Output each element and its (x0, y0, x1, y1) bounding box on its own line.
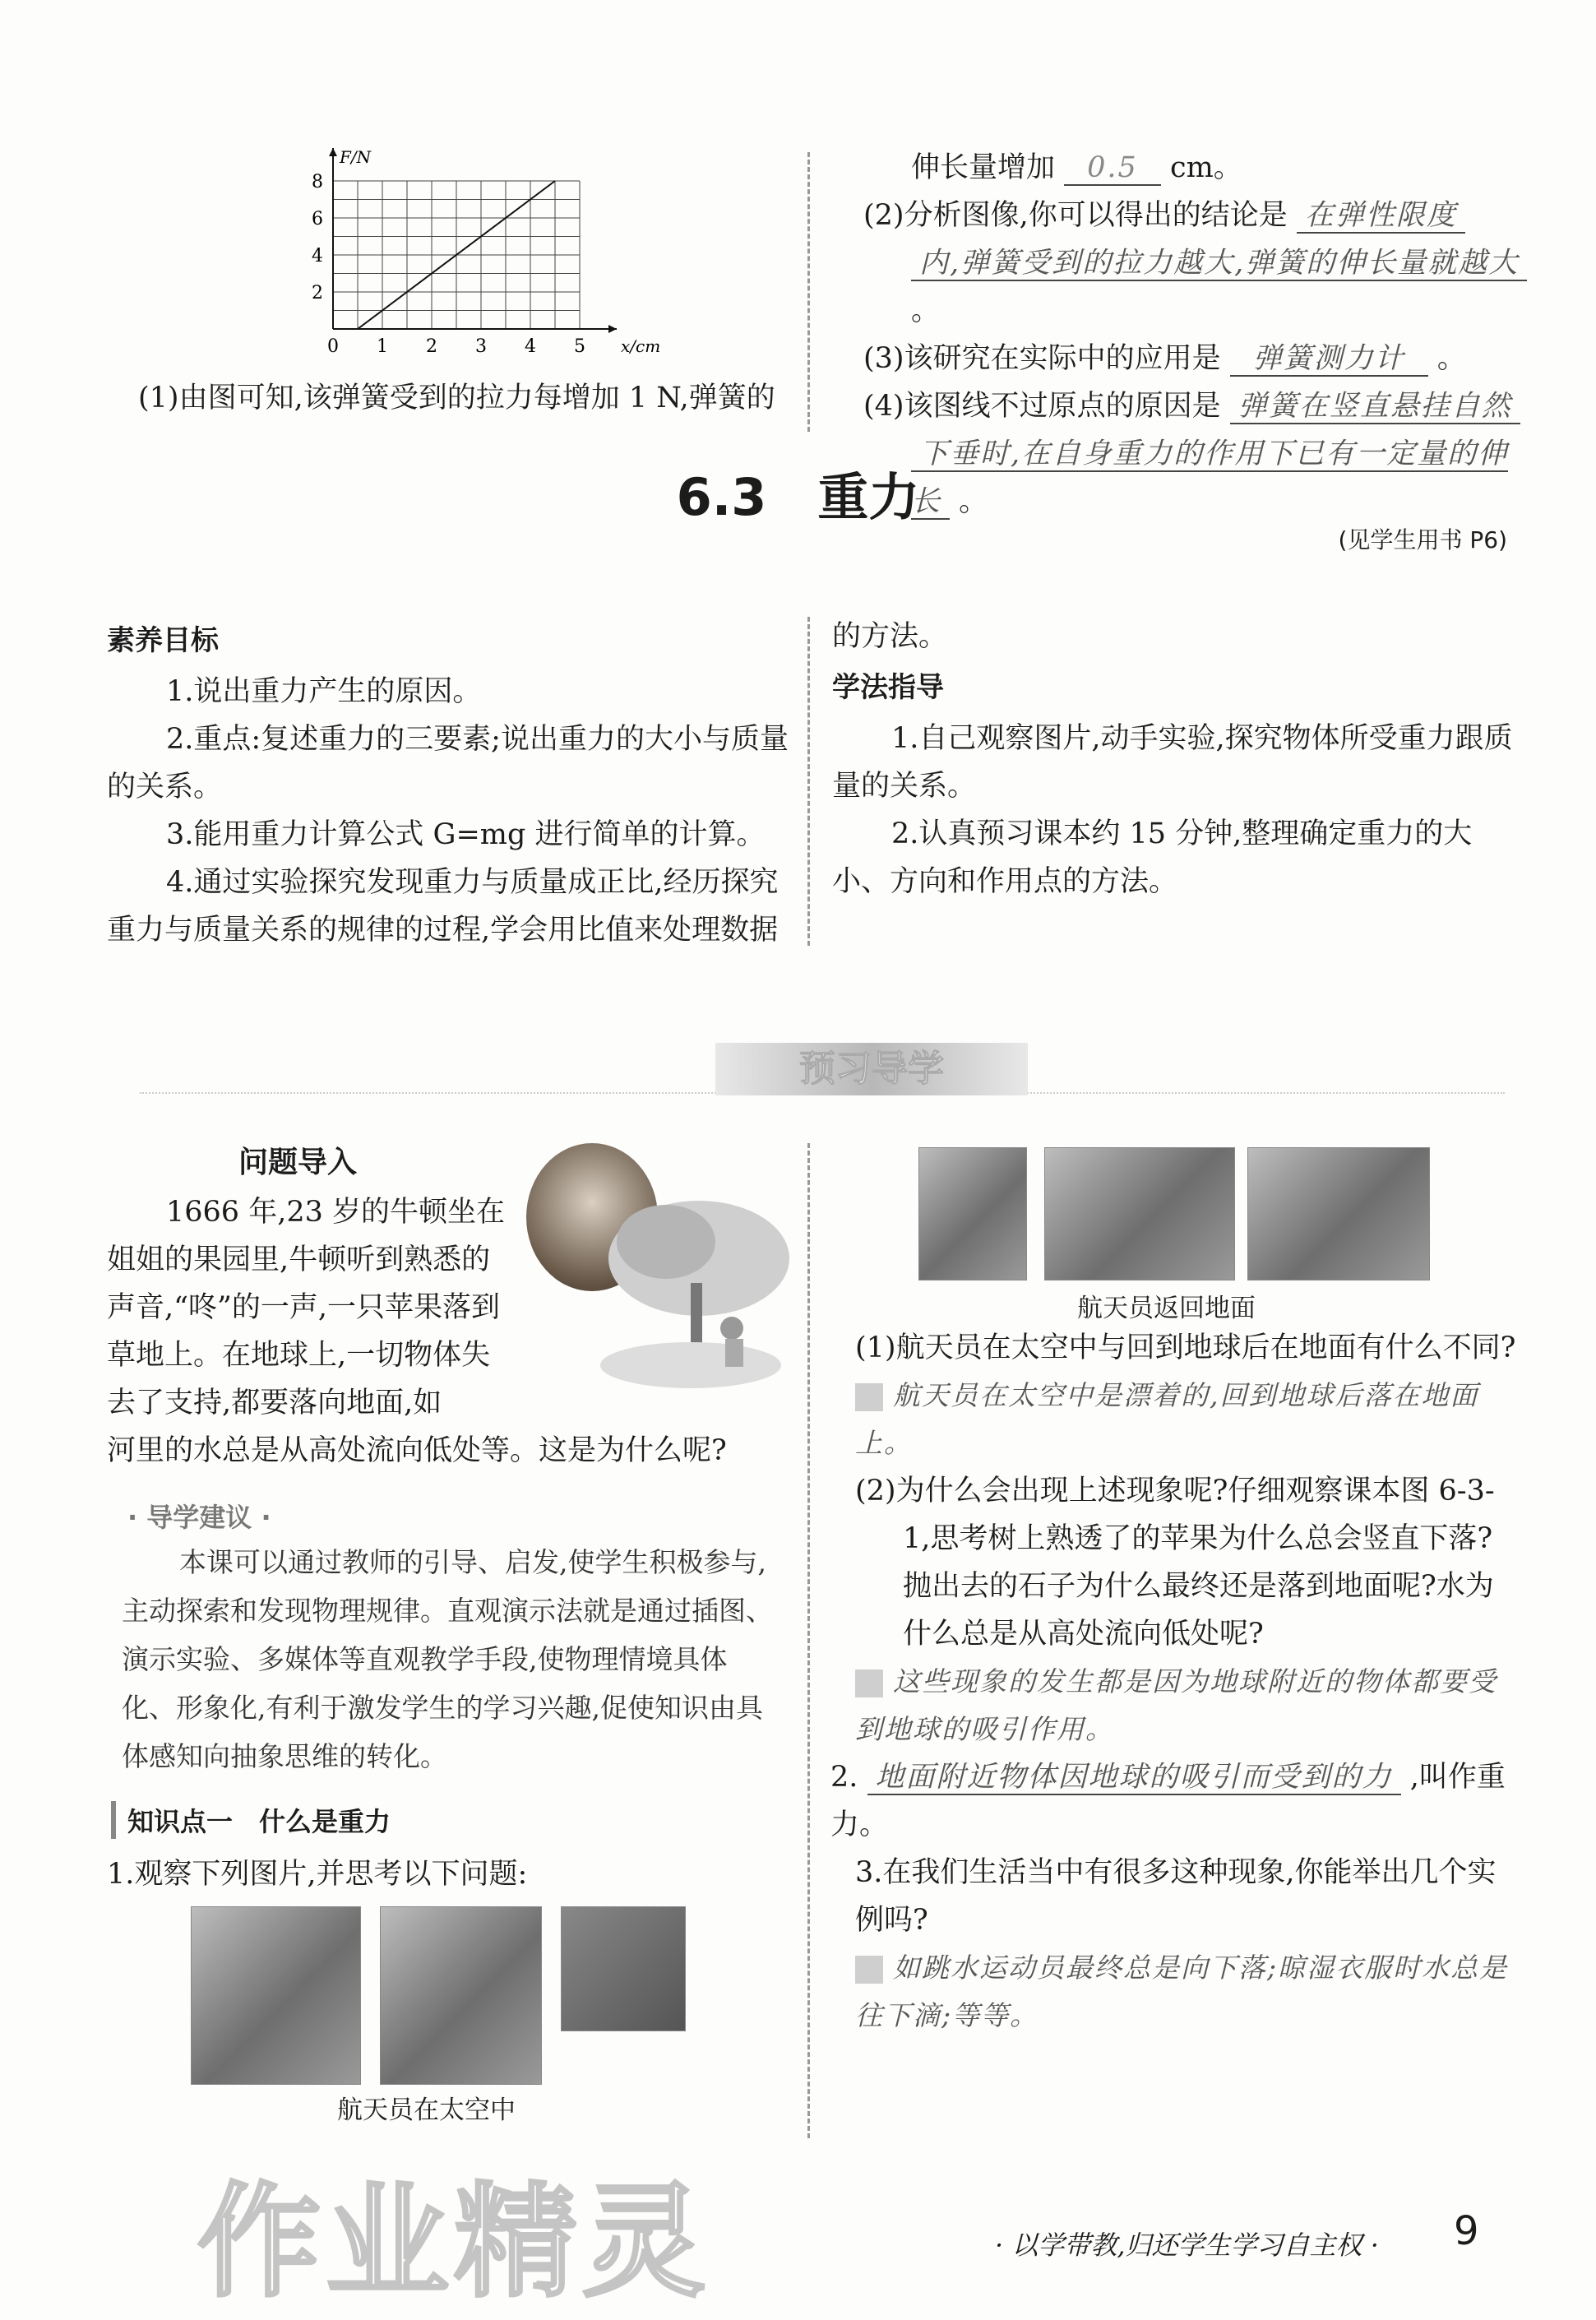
method-item: 1.自己观察图片,动手实验,探究物体所受重力跟质量的关系。 (832, 722, 1513, 803)
observe-prompt: 1.观察下列图片,并思考以下问题: (107, 1858, 528, 1891)
advice-text: 本课可以通过教师的引导、启发,使学生积极参与,主动探索和发现物理规律。直观演示法就是通过插图、演示实验、多媒体等直观教学手段,使物理情境具体化、形象化,有利于激发学生的学习兴趣,促使知识由具体感知向抽象思维的转化。 (122, 1546, 773, 1772)
q4-label: (4)该图线不过原点的原因是 (863, 390, 1221, 423)
y-tick-label: 4 (312, 246, 323, 266)
x-tick-label: 3 (475, 336, 487, 357)
q4-answer-a: 弹簧在竖直悬挂自然 (1230, 390, 1520, 424)
section-title: 6.3 重力 (676, 467, 920, 527)
goal-item: 2.重点:复述重力的三要素;说出重力的大小与质量的关系。 (107, 723, 789, 803)
banner (715, 1043, 1028, 1095)
intro-heading: 问题导入 (238, 1146, 358, 1179)
definition (830, 1753, 1521, 1849)
definition-suffix: ,叫作重力。 (830, 1761, 1506, 1841)
intro-text-tail: 河里的水总是从高处流向低处等。这是为什么呢? (107, 1434, 727, 1467)
section-reference: (见学生用书 P6) (1338, 526, 1507, 553)
banner-label: 预习导学 (799, 1048, 944, 1090)
apple-tree-illustration (576, 1184, 789, 1398)
goals-divider (807, 617, 810, 946)
goal-item: 4.通过实验探究发现重力与质量成正比,经历探究重力与质量关系的规律的过程,学会用比值来处理数据 (107, 866, 779, 947)
method-block (832, 613, 1515, 905)
x-axis-label: x/cm (621, 336, 661, 356)
q3-answer: 弹簧测力计 (1230, 342, 1428, 377)
intro-text: 1666 年,23 岁的牛顿坐在姐姐的果园里,牛顿听到熟悉的声音,“咚”的一声,一只苹果落到草地上。在地球上,一切物体失去了支持,都要落向地面,如 (107, 1196, 505, 1419)
method-item: 2.认真预习课本约 15 分钟,整理确定重力的大小、方向和作用点的方法。 (832, 817, 1473, 898)
right-questions (830, 1324, 1521, 2040)
top-divider (807, 152, 810, 432)
caption-space: 航天员在太空中 (337, 2095, 516, 2125)
stretch-unit: cm。 (1169, 151, 1242, 184)
question-1: (1)航天员在太空中与回到地球后在地面有什么不同? (855, 1331, 1516, 1364)
caption-ground: 航天员返回地面 (1077, 1294, 1256, 1323)
answer-icon (855, 1956, 883, 1984)
q2-answer-b: 内,弹簧受到的拉力越大,弹簧的伸长量就越大 (911, 247, 1527, 281)
goals-heading: 素养目标 (107, 624, 219, 657)
goal-item: 1.说出重力产生的原因。 (166, 675, 482, 708)
answer-icon (855, 1669, 883, 1697)
question-2: (2)为什么会出现上述现象呢?仔细观察课本图 6-3-1,思考树上熟透了的苹果为什么总会竖直下落?抛出去的石子为什么最终还是落到地面呢?水为什么总是从高处流向低处呢? (855, 1475, 1495, 1651)
definition-answer: 地面附近物体因地球的吸引而受到的力 (867, 1761, 1401, 1795)
definition-number: 2. (830, 1761, 858, 1794)
q4-end: 。 (959, 485, 988, 518)
q2-end: 。 (911, 294, 941, 327)
question-3: 3.在我们生活当中有很多这种现象,你能举出几个实例吗? (855, 1856, 1497, 1937)
astronaut-photo (380, 1906, 542, 2085)
goals-continuation: 的方法。 (832, 620, 948, 653)
answer-3-text: 如跳水运动员最终总是向下落;晾湿衣服时水总是往下滴;等等。 (855, 1952, 1509, 2031)
q3-end: 。 (1436, 342, 1466, 375)
y-axis-label: F/N (340, 147, 372, 167)
watermark: 作业精灵 (197, 2171, 711, 2314)
astronaut-photo (561, 1906, 686, 2031)
x-tick-label: 5 (574, 336, 585, 357)
astronaut-photo (191, 1906, 361, 2085)
answer-1-text: 航天员在太空中是漂着的,回到地球后落在地面上。 (855, 1379, 1479, 1459)
x-tick-label: 0 (327, 336, 339, 357)
goals-block (107, 617, 789, 954)
stretch-answer: 0.5 (1064, 151, 1161, 186)
x-tick-label: 2 (426, 336, 437, 357)
y-tick-label: 2 (312, 283, 323, 303)
q4-answer-b: 下垂时,在自身重力的作用下已有一定量的伸长 (911, 438, 1509, 518)
spring-chart (284, 147, 661, 370)
x-tick-label: 1 (377, 336, 388, 357)
goal-item: 3.能用重力计算公式 G=mg 进行简单的计算。 (166, 818, 766, 851)
q2-label: (2)分析图像,你可以得出的结论是 (863, 199, 1288, 232)
answer-icon (855, 1383, 883, 1411)
q2-answer-a: 在弹性限度 (1297, 199, 1465, 234)
answer-2 (855, 1658, 1521, 1753)
ground-photo (1044, 1147, 1235, 1280)
advice-heading: · 导学建议 · (127, 1502, 271, 1533)
ground-photo (1247, 1147, 1430, 1280)
knowledge-heading-label: 知识点一 什么是重力 (127, 1806, 391, 1837)
y-tick-label: 8 (312, 172, 323, 192)
q1-text: (1)由图可知,该弹簧受到的拉力每增加 1 N,弹簧的 (138, 382, 775, 414)
footer-slogan: · 以学带教,归还学生学习自主权 · (995, 2230, 1379, 2261)
x-tick-label: 4 (525, 336, 536, 357)
method-heading: 学法指导 (832, 671, 944, 704)
q3-label: (3)该研究在实际中的应用是 (863, 342, 1221, 375)
answer-3 (855, 1944, 1521, 2040)
stretch-label: 伸长量增加 (911, 151, 1056, 184)
lower-divider (807, 1143, 810, 2138)
knowledge-heading (111, 1801, 391, 1839)
y-tick-label: 6 (312, 209, 323, 229)
y-axis-arrow (329, 148, 337, 156)
ground-photo (918, 1147, 1027, 1280)
page-number: 9 (1454, 2208, 1479, 2254)
answer-2-text: 这些现象的发生都是因为地球附近的物体都要受到地球的吸引作用。 (855, 1665, 1497, 1745)
x-axis-arrow (608, 325, 617, 333)
answer-1 (855, 1372, 1521, 1467)
